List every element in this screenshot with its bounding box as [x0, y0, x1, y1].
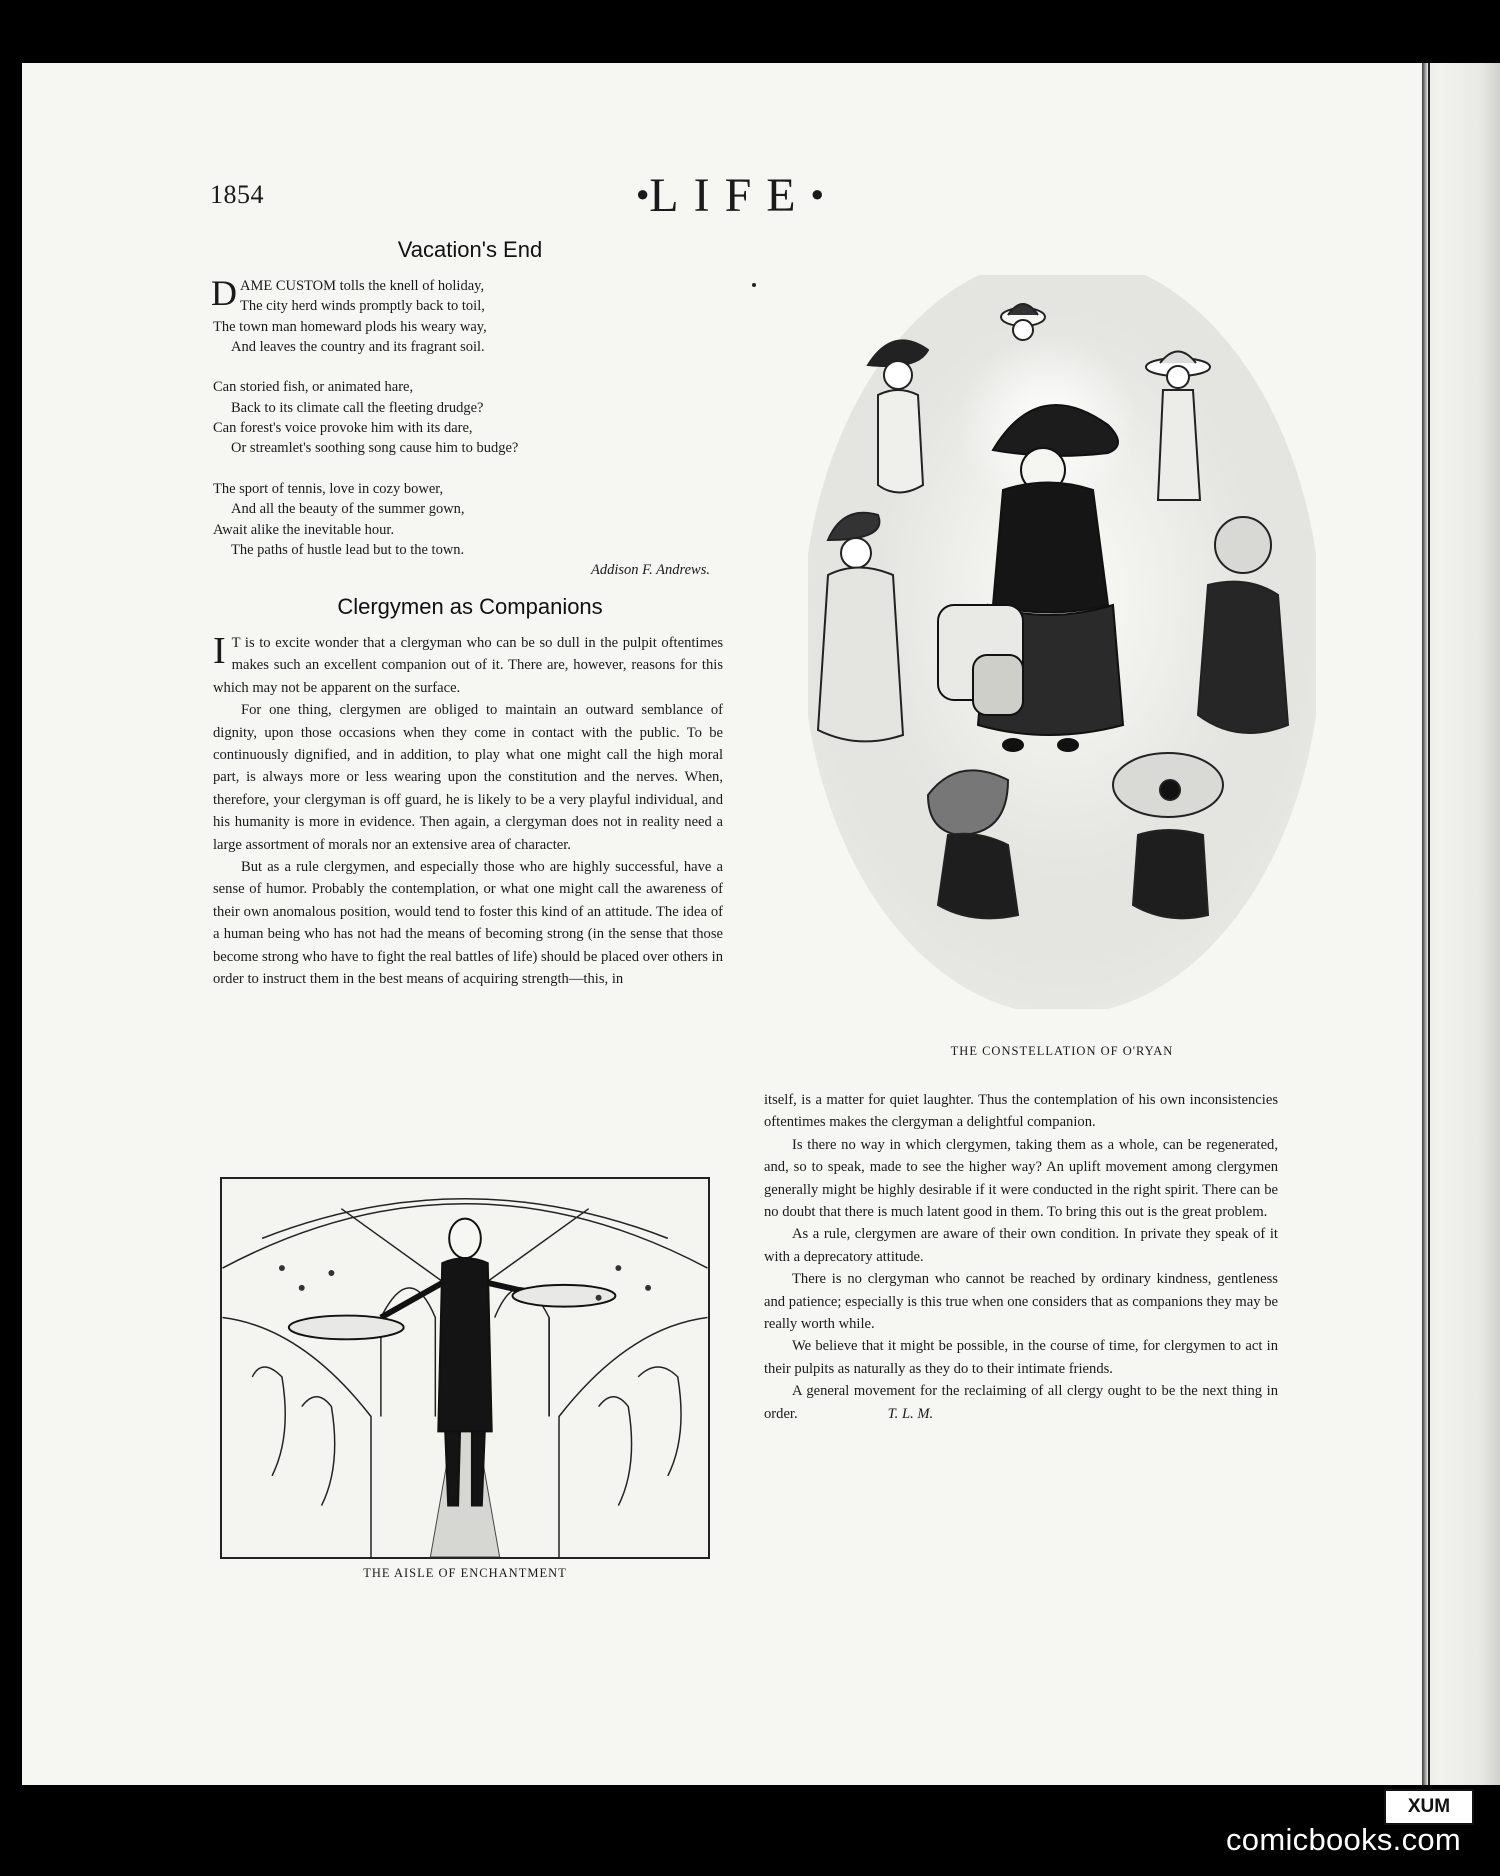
article-paragraph: There is no clergyman who cannot be reached by ordinary kindness, gentleness and patience; especially is this true when one considers that as companions they may be really worth while. — [764, 1271, 1278, 1333]
watermark-badge: XUM — [1384, 1789, 1474, 1825]
page-edge — [1422, 63, 1500, 1785]
article-right-column — [764, 1089, 1278, 1425]
poem-line: Can storied fish, or animated hare, — [213, 379, 414, 396]
aisle-caption: THE AISLE OF ENCHANTMENT — [363, 1566, 567, 1580]
article-paragraph — [213, 632, 723, 699]
poem-line: The town man homeward plods his weary way, — [213, 318, 487, 335]
article-paragraph: We believe that it might be possible, in the course of time, for clergymen to act in their pulpits as naturally as they do to their intimate friends. — [764, 1338, 1278, 1377]
poem-line: The sport of tennis, love in cozy bower, — [213, 480, 444, 497]
constellation-caption: THE CONSTELLATION OF O'RYAN — [950, 1044, 1174, 1058]
poem-author: Addison F. Andrews. — [591, 562, 710, 578]
poem-line: AME CUSTOM tolls the knell of holiday, — [240, 278, 485, 294]
article-paragraph: itself, is a matter for quiet laughter. Thus the contemplation of his own inconsistencies oftentimes makes the clergyman a delightful companion. — [764, 1092, 1278, 1131]
article-dropcap: I — [213, 630, 226, 672]
poem-line: And leaves the country and its fragrant soil. — [231, 338, 485, 355]
watermark-site: comicbooks.com — [1226, 1822, 1462, 1857]
poem-line: Or streamlet's soothing song cause him to budge? — [231, 440, 519, 457]
article-left-column — [213, 632, 723, 991]
print-speck — [752, 283, 756, 287]
poem-title: Vacation's End — [397, 237, 543, 262]
article-paragraph: For one thing, clergymen are obliged to maintain an outward semblance of dignity, upon those occasions when they come in contact with the public. To be continuously dignified, and in addition, to play what one might call the high moral part, is always more or less wearing upon the constitution and the nerves. When, therefore, your clergyman is off guard, he is likely to be a very playful individual, and his humanity is more in evidence. Then again, a clergyman does not in reality need a large assortment of morals nor an extensive area of character. — [213, 702, 723, 853]
poem-line: Back to its climate call the fleeting drudge? — [231, 399, 484, 416]
poem-line: Can forest's voice provoke him with its dare, — [213, 420, 473, 437]
article-paragraph: But as a rule clergymen, and especially those who are highly successful, have a sense of humor. Probably the contemplation, or what one might call the awareness of their own anomalous position, would tend to foster this kind of an attitude. The idea of a human being who has not had the means of becoming strong (in the sense that those become strong who have to fight the real battles of life) should be placed over others in order to instruct them in the best means of acquiring strength—this, in — [213, 859, 723, 988]
masthead-title: LIFE — [649, 169, 811, 222]
poem-dropcap: D — [211, 273, 237, 313]
aisle-illustration — [220, 1177, 710, 1559]
poem-stanza — [211, 273, 723, 357]
paragraph-text: A general movement for the reclaiming of all clergy ought to be the next thing in order. — [764, 1383, 1278, 1422]
poem-line: The city herd winds promptly back to toil, — [240, 298, 485, 315]
constellation-illustration — [808, 275, 1316, 1009]
article-paragraph — [764, 1380, 1278, 1425]
paragraph-text: T is to excite wonder that a clergyman who can be so dull in the pulpit oftentimes makes such an excellent companion out of it. There are, however, reasons for this which may not be apparent on the surface. — [213, 635, 723, 696]
poem-stanza — [213, 479, 723, 560]
page-gutter — [1428, 63, 1430, 1785]
poem — [211, 273, 723, 580]
poem-stanza — [213, 377, 723, 458]
article-paragraph: As a rule, clergymen are aware of their own condition. In private they speak of it with a deprecatory attitude. — [764, 1226, 1278, 1265]
masthead: ●LIFE● — [636, 169, 824, 222]
poem-line: And all the beauty of the summer gown, — [231, 501, 465, 518]
article-paragraph: Is there no way in which clergymen, taking them as a whole, can be regenerated, and, so to speak, made to see the higher way? An uplift movement among clergymen generally might be highly desirable if it were conducted in the right spirit. There can be no doubt that there is much latent good in them. To bring this out is the great problem. — [764, 1136, 1278, 1221]
article-title: Clergymen as Companions — [337, 594, 603, 619]
page-number: 1854 — [210, 180, 264, 209]
article-signoff: T. L. M. — [887, 1405, 934, 1422]
poem-line: The paths of hustle lead but to the town. — [231, 541, 465, 558]
poem-line: Await alike the inevitable hour. — [213, 521, 395, 538]
